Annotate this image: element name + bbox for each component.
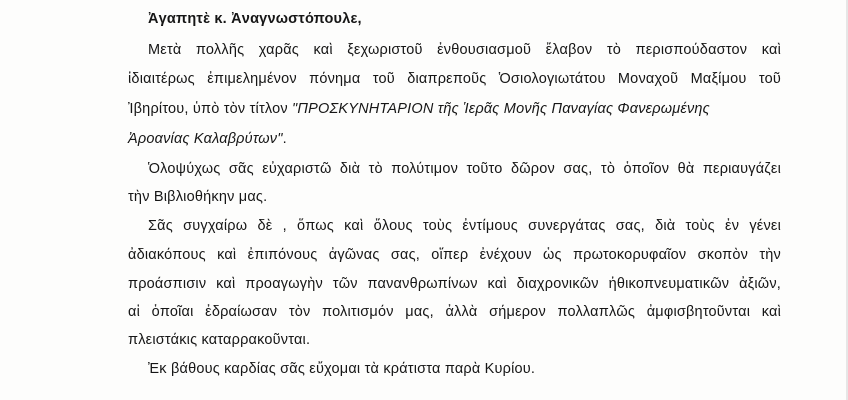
paragraph1-line4: [128, 130, 287, 148]
paragraph1-line3-text: Ἰβηρίτου, ὑπὸ τὸν τίτλον: [128, 101, 293, 117]
paragraph3-line1: Σᾶς συγχαίρω δὲ , ὅπως καὶ ὅλους τοὺς ἐντίμους συνεργάτας σας, διὰ τοὺς ἐν γένει: [148, 218, 781, 234]
paragraph3-line4: αἱ ὁποῖαι ἐδραίωσαν τὸν πολιτισμόν μας, ἀλλὰ σήμερον πολλαπλῶς ἀμφισβητοῦνται καὶ: [128, 304, 781, 320]
paragraph2-line1: Ὁλοψύχως σᾶς εὐχαριστῶ διὰ τὸ πολύτιμον τοῦτο δῶρον σας, τὸ ὁποῖον θὰ περιαυγάζει: [148, 161, 781, 177]
paragraph1-line3: [128, 100, 710, 118]
paragraph3-line5: πλειστάκις καταρρακοῦνται.: [128, 332, 311, 348]
book-title-part2: Ἀροανίας Καλαβρύτων": [128, 131, 283, 147]
paragraph4-line1: Ἐκ βάθους καρδίας σᾶς εὔχομαι τὰ κράτιστα παρὰ Κυρίου.: [148, 361, 536, 377]
paragraph1-line4-end: .: [282, 131, 287, 147]
paragraph3-line3: προάσπισιν καὶ προαγωγὴν τῶν πανανθρωπίνων καὶ διαχρονικῶν ἠθικοπνευματικῶν ἀξιῶν,: [128, 276, 781, 292]
book-title-part1: "ΠΡΟΣΚΥΝΗΤΑΡΙΟΝ τῆς Ἱερᾶς Μονῆς Παναγίας Φανερωμένης: [292, 101, 710, 117]
letter-greeting: Ἀγαπητὲ κ. Ἀναγνωστόπουλε,: [148, 11, 362, 27]
paragraph3-line2: ἀδιακόπους καὶ ἐπιπόνους ἀγῶνας σας, οἵπερ ἐνέχουν ὡς πρωτοκορυφαῖον σκοπὸν τὴν: [128, 247, 781, 263]
paragraph2-line2: τὴν Βιβλιοθήκην μας.: [128, 189, 268, 205]
paragraph1-line2: ἰδιαιτέρως ἐπιμελημένον πόνημα τοῦ διαπρεποῦς Ὁσιολογιωτάτου Μοναχοῦ Μαξίμου τοῦ: [128, 71, 781, 87]
paragraph1-line1: Μετὰ πολλῆς χαρᾶς καὶ ξεχωριστοῦ ἐνθουσιασμοῦ ἔλαβον τὸ περισπούδαστον καὶ: [148, 42, 781, 58]
